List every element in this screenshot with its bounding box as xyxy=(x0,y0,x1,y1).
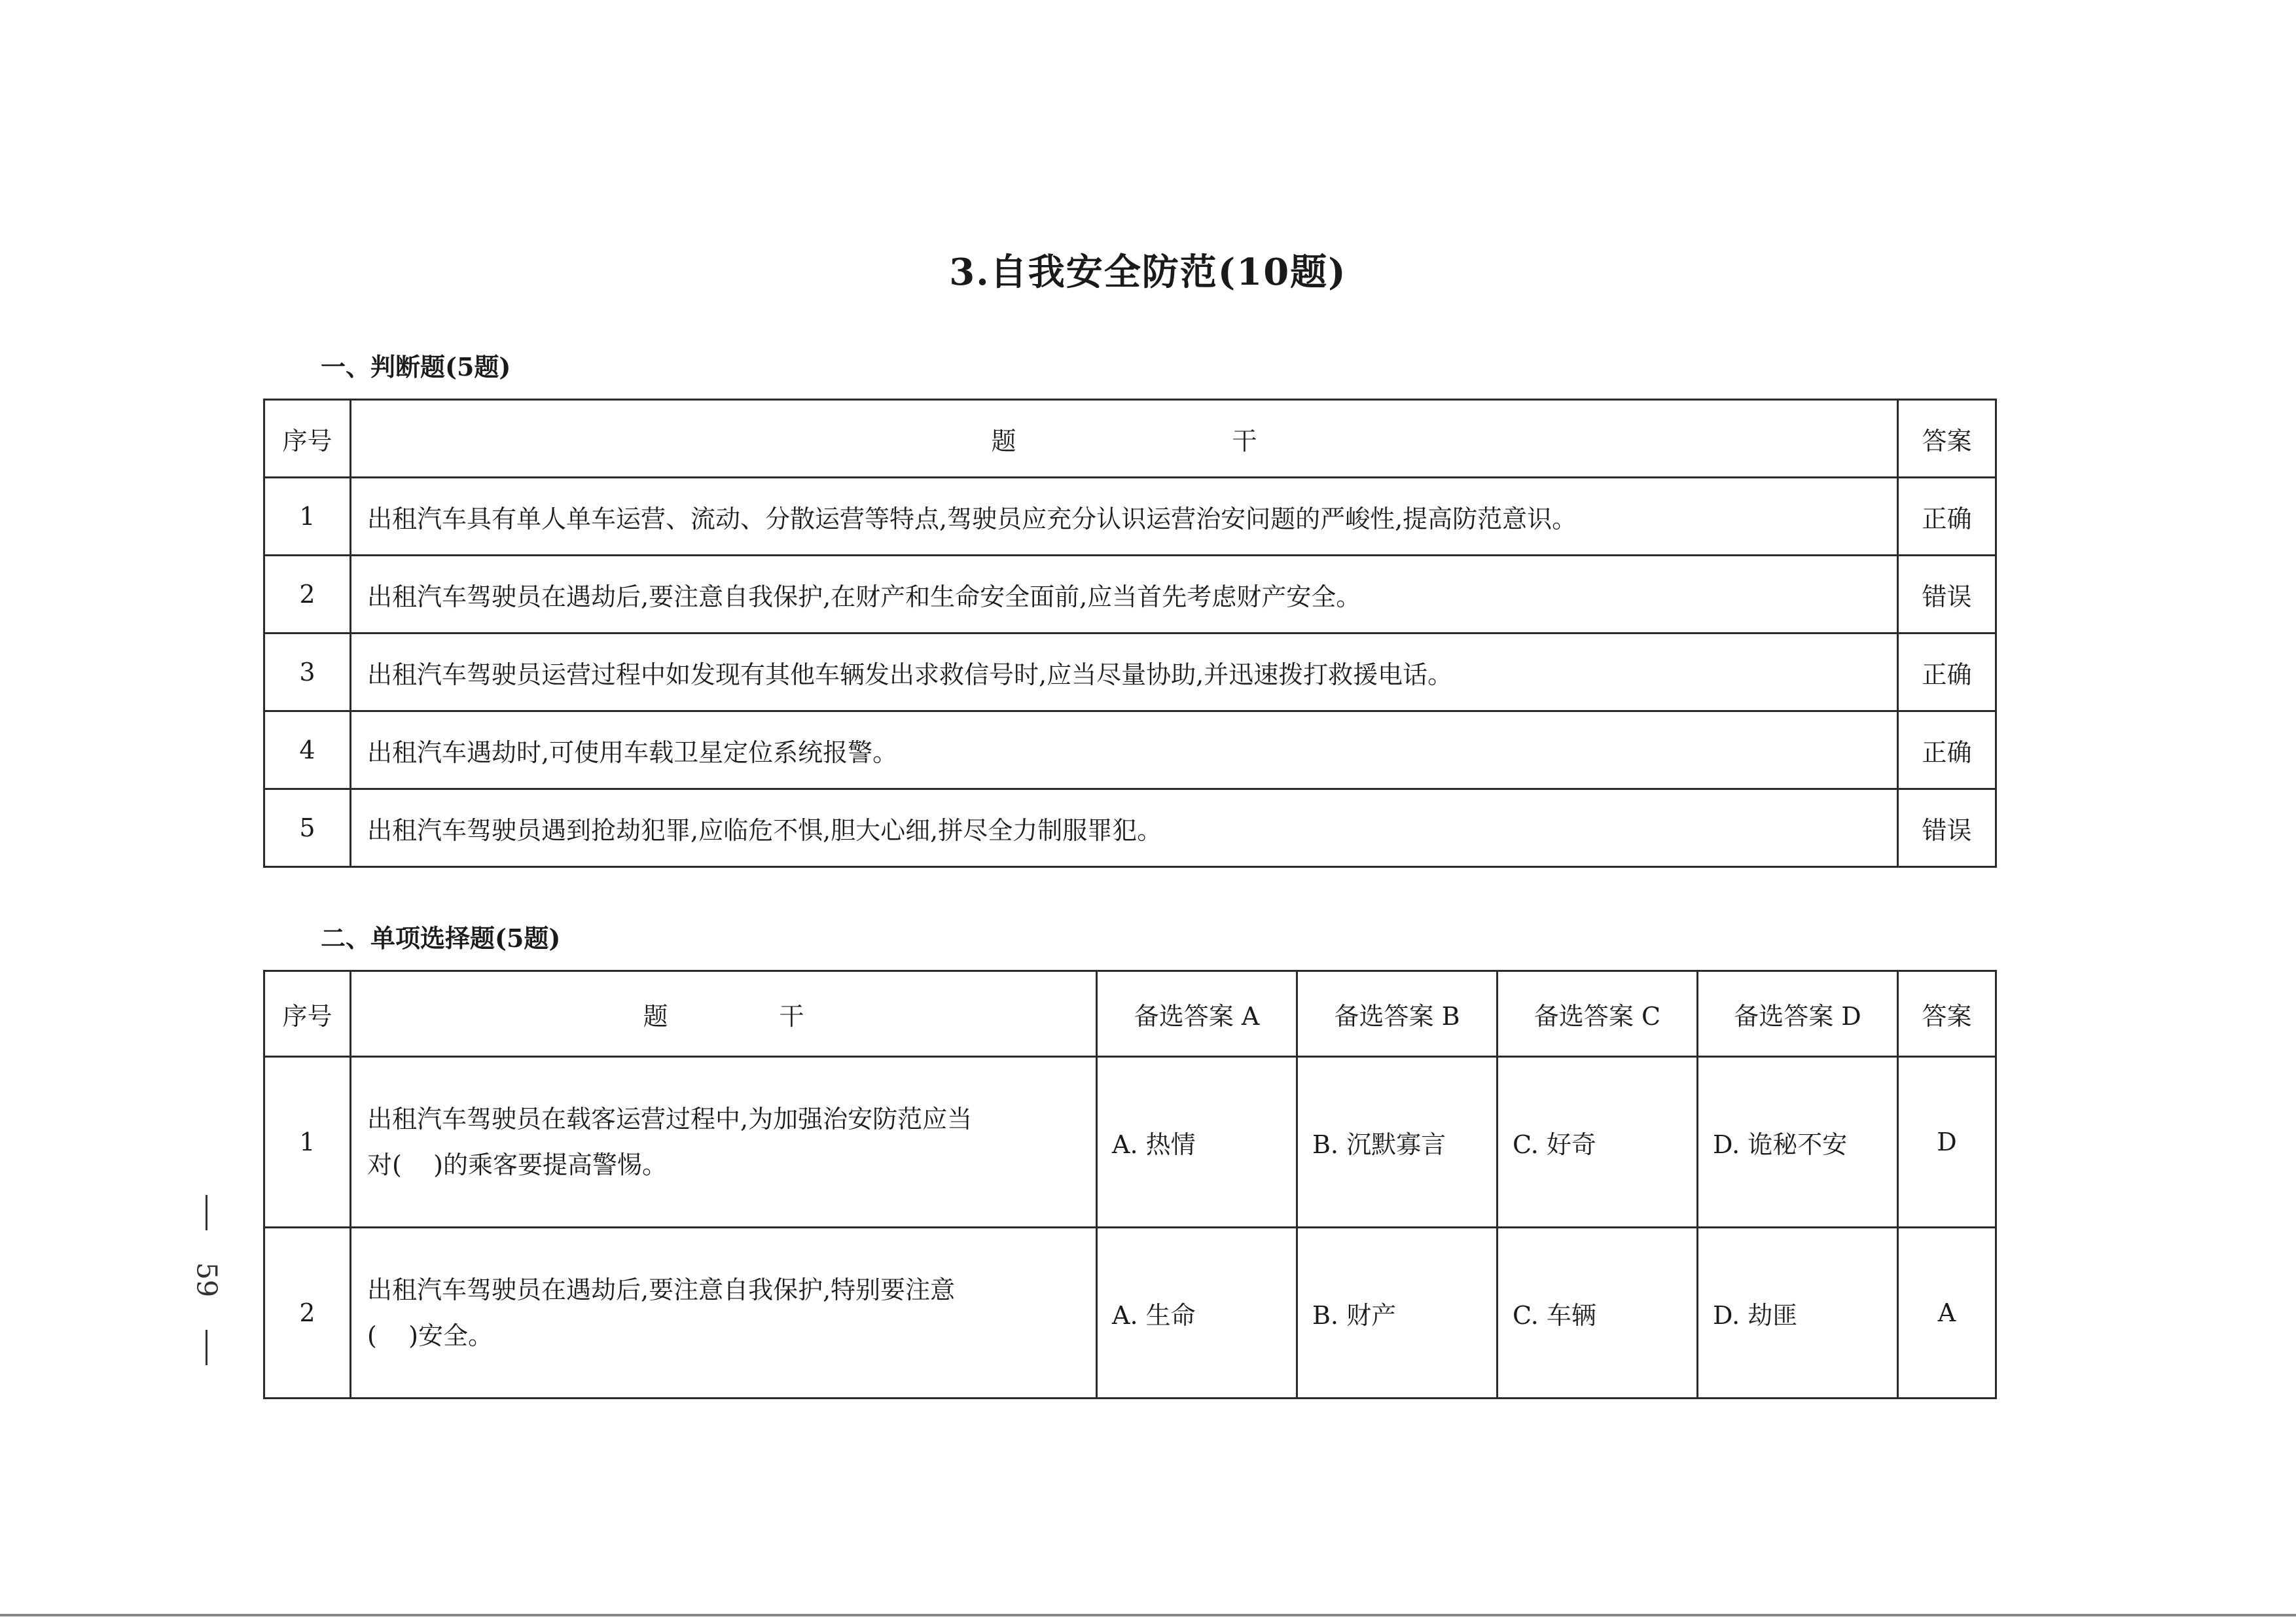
row-stem xyxy=(351,1057,1097,1228)
header-stem-part2: 干 xyxy=(1232,426,1257,455)
row-option-a: A. 热情 xyxy=(1097,1057,1297,1228)
row-option-d: D. 劫匪 xyxy=(1698,1228,1898,1399)
header-option-d: 备选答案 D xyxy=(1698,971,1898,1057)
header-option-a: 备选答案 A xyxy=(1097,971,1297,1057)
table-row xyxy=(264,1057,1996,1228)
row-seq: 3 xyxy=(264,633,351,711)
row-option-d: D. 诡秘不安 xyxy=(1698,1057,1898,1228)
header-answer: 答案 xyxy=(1898,971,1996,1057)
row-answer: 错误 xyxy=(1898,789,1996,867)
header-stem-part2: 干 xyxy=(779,1001,804,1031)
single-choice-table xyxy=(263,970,1997,1399)
row-stem: 出租汽车驾驶员运营过程中如发现有其他车辆发出求救信号时,应当尽量协助,并迅速拨打救援电话。 xyxy=(351,633,1898,711)
page-number xyxy=(190,1195,223,1365)
row-answer: D xyxy=(1898,1057,1996,1228)
row-answer: A xyxy=(1898,1228,1996,1399)
row-seq: 2 xyxy=(264,556,351,633)
row-option-c: C. 车辆 xyxy=(1498,1228,1698,1399)
row-answer: 正确 xyxy=(1898,711,1996,789)
row-seq: 1 xyxy=(264,478,351,556)
table-row xyxy=(264,633,1996,711)
true-false-table xyxy=(263,399,1997,868)
table-row xyxy=(264,711,1996,789)
row-option-b: B. 沉默寡言 xyxy=(1297,1057,1498,1228)
section-heading-single-choice: 二、单项选择题(5题) xyxy=(321,923,561,953)
header-stem-part1: 题 xyxy=(991,426,1016,455)
section-heading-true-false: 一、判断题(5题) xyxy=(321,352,511,382)
header-stem-part1: 题 xyxy=(643,1001,668,1031)
row-stem xyxy=(351,1228,1097,1399)
table-header-row xyxy=(264,400,1996,478)
row-seq: 2 xyxy=(264,1228,351,1399)
row-stem: 出租汽车遇劫时,可使用车载卫星定位系统报警。 xyxy=(351,711,1898,789)
header-seq: 序号 xyxy=(264,971,351,1057)
header-seq: 序号 xyxy=(264,400,351,478)
page-number-dash-bottom xyxy=(206,1330,207,1365)
row-option-b: B. 财产 xyxy=(1297,1228,1498,1399)
row-stem: 出租汽车具有单人单车运营、流动、分散运营等特点,驾驶员应充分认识运营治安问题的严峻性,提高防范意识。 xyxy=(351,478,1898,556)
header-option-b: 备选答案 B xyxy=(1297,971,1498,1057)
row-stem-line2: ( )安全。 xyxy=(367,1321,493,1350)
scan-edge xyxy=(0,1614,2296,1616)
page-title: 3.自我安全防范(10题) xyxy=(949,251,1347,294)
row-answer: 正确 xyxy=(1898,633,1996,711)
row-answer: 正确 xyxy=(1898,478,1996,556)
table-row xyxy=(264,556,1996,633)
table-row xyxy=(264,789,1996,867)
row-stem: 出租汽车驾驶员遇到抢劫犯罪,应临危不惧,胆大心细,拼尽全力制服罪犯。 xyxy=(351,789,1898,867)
header-option-c: 备选答案 C xyxy=(1498,971,1698,1057)
header-answer: 答案 xyxy=(1898,400,1996,478)
row-stem: 出租汽车驾驶员在遇劫后,要注意自我保护,在财产和生命安全面前,应当首先考虑财产安全。 xyxy=(351,556,1898,633)
row-option-c: C. 好奇 xyxy=(1498,1057,1698,1228)
page-number-dash-top xyxy=(206,1195,207,1230)
row-seq: 5 xyxy=(264,789,351,867)
page-number-value: 59 xyxy=(190,1262,223,1298)
table-row xyxy=(264,478,1996,556)
table-header-row xyxy=(264,971,1996,1057)
row-stem-line1: 出租汽车驾驶员在载客运营过程中,为加强治安防范应当 xyxy=(367,1105,973,1133)
row-answer: 错误 xyxy=(1898,556,1996,633)
row-stem-line1: 出租汽车驾驶员在遇劫后,要注意自我保护,特别要注意 xyxy=(367,1275,956,1304)
header-stem xyxy=(351,971,1097,1057)
row-seq: 1 xyxy=(264,1057,351,1228)
header-stem xyxy=(351,400,1898,478)
row-stem-line2: 对( )的乘客要提高警惕。 xyxy=(367,1150,667,1179)
row-option-a: A. 生命 xyxy=(1097,1228,1297,1399)
row-seq: 4 xyxy=(264,711,351,789)
table-row xyxy=(264,1228,1996,1399)
